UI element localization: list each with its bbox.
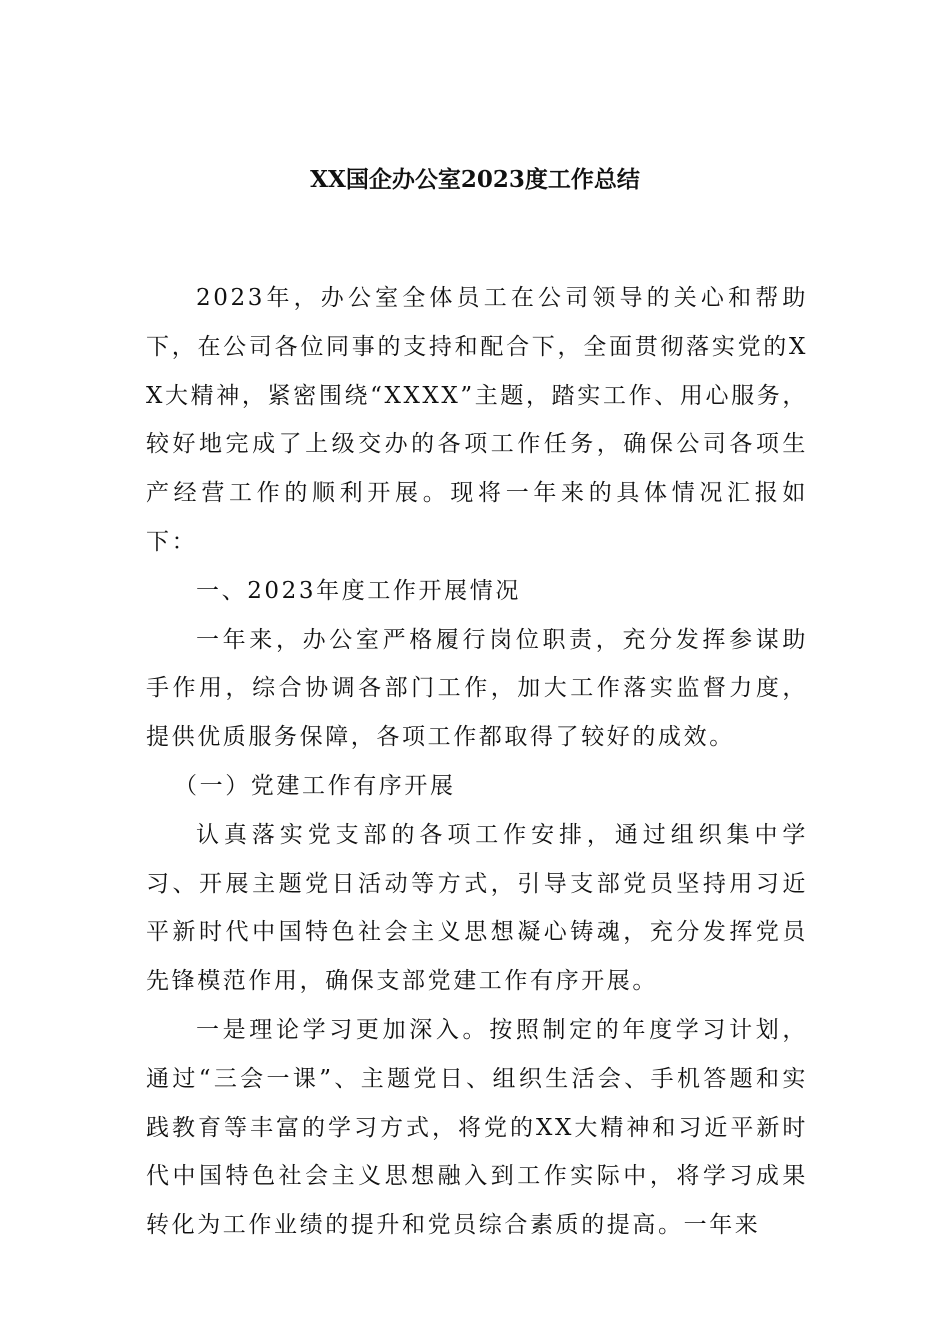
document-title: XX国企办公室2023度工作总结 [310, 166, 640, 193]
intro-paragraph: 2023年，办公室全体员工在公司领导的关心和帮助下，在公司各位同事的支持和配合下，全面贯彻落实党的XX大精神，紧密围绕“XXXX”主题，踏实工作、用心服务，较好地完成了上级交办的各项工作任务，确保公司各项生产经营工作的顺利开展。现将一年来的具体情况汇报如下： [146, 285, 808, 555]
theory-study-paragraph: 一是理论学习更加深入。按照制定的年度学习计划，通过“三会一课”、主题党日、组织生活会、手机答题和实践教育等丰富的学习方式，将党的XX大精神和习近平新时代中国特色社会主义思想融入到工作实际中，将学习成果转化为工作业绩的提升和党员综合素质的提高。一年来 [146, 1016, 808, 1239]
section-heading-1: 一、2023年度工作开展情况 [196, 577, 521, 604]
subsection-1-paragraph: 认真落实党支部的各项工作安排，通过组织集中学习、开展主题党日活动等方式，引导支部党员坚持用习近平新时代中国特色社会主义思想凝心铸魂，充分发挥党员先锋模范作用，确保支部党建工作有序开展。 [146, 821, 808, 995]
document-body [146, 274, 808, 1250]
subsection-heading-1: （一）党建工作有序开展 [174, 772, 456, 799]
section-1-paragraph: 一年来，办公室严格履行岗位职责，充分发挥参谋助手作用，综合协调各部门工作，加大工作落实监督力度，提供优质服务保障，各项工作都取得了较好的成效。 [146, 626, 808, 751]
